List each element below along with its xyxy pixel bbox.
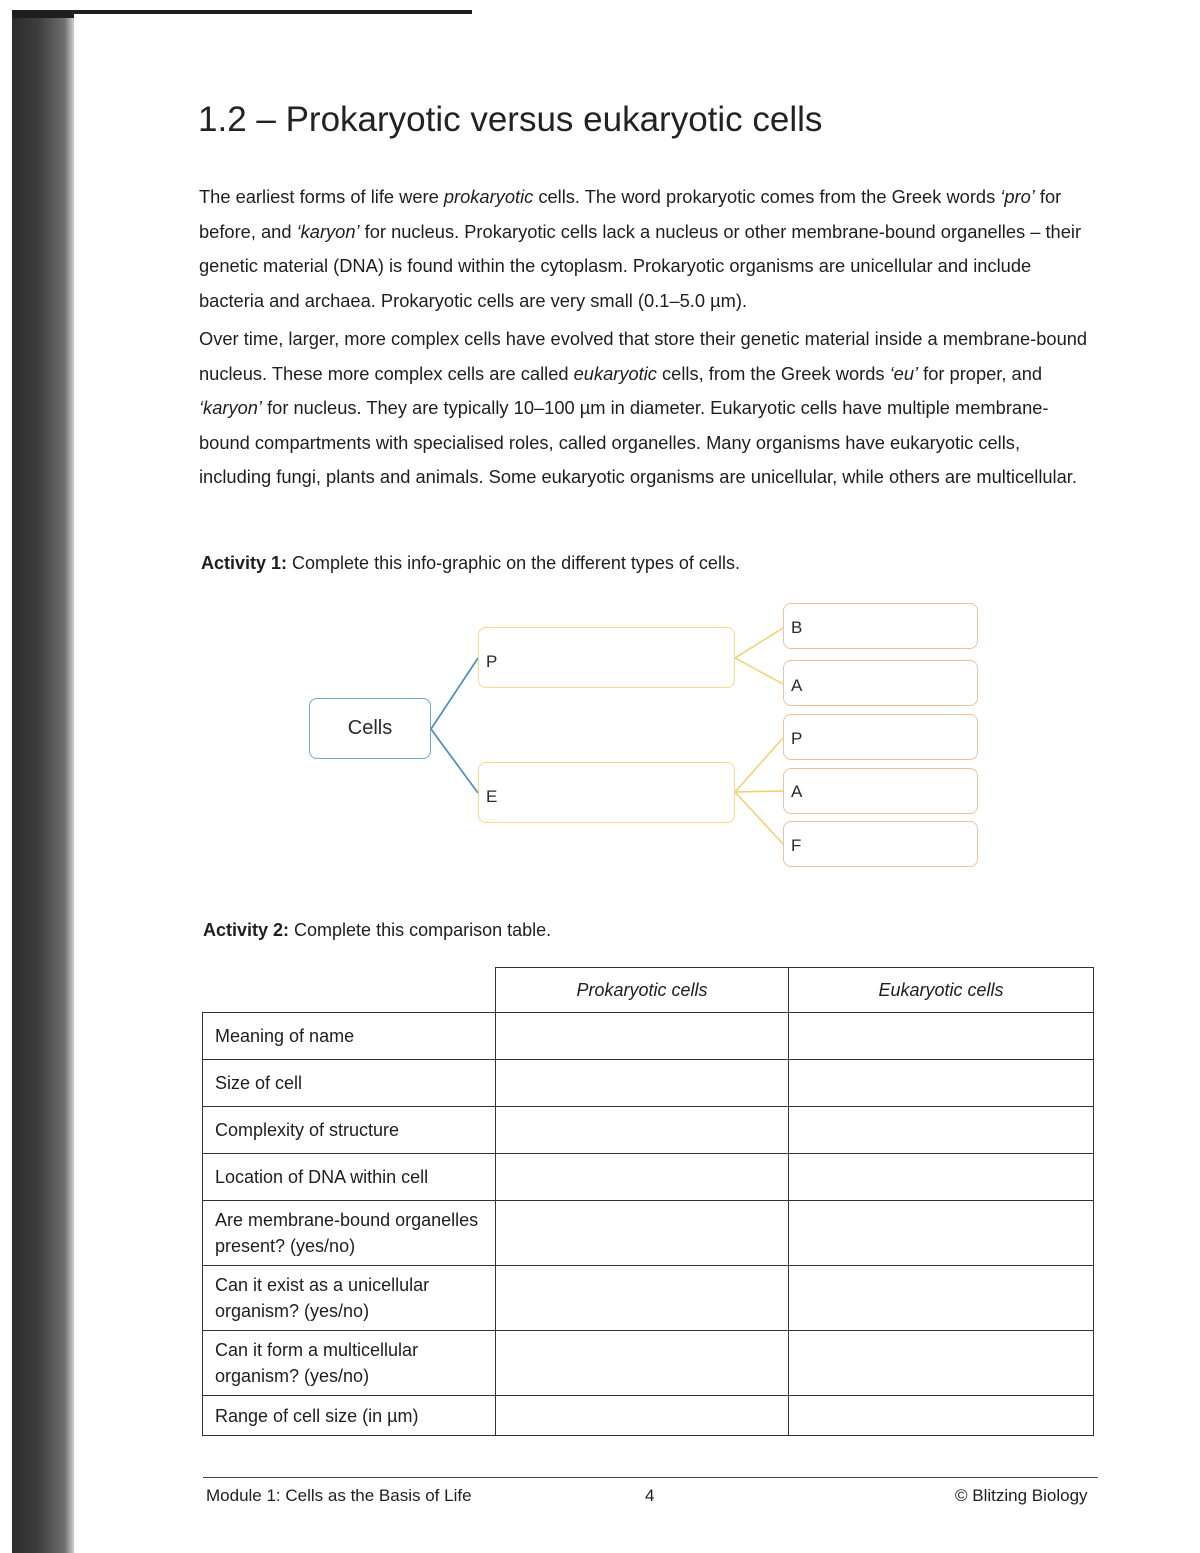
connector-e-f	[735, 792, 783, 844]
emphasis-text: prokaryotic	[443, 186, 534, 207]
connector-cells-e	[431, 729, 478, 793]
footer-module: Module 1: Cells as the Basis of Life	[206, 1486, 472, 1505]
leaf-box-bacteria[interactable]	[783, 603, 978, 649]
leaf-box-fungi[interactable]	[783, 821, 978, 867]
connector-p-a	[735, 658, 783, 684]
text-run: for nucleus. They are typically 10–100 µm in diameter. Eukaryotic cells have multiple membrane-bound compartments with specialised roles, called organelles. Many organisms have eukaryotic cells, including fungi, plants and animals. Some eukaryotic organisms are unicellular, while others are multicellular.	[199, 397, 1077, 487]
text-run: for nucleus. Prokaryotic cells lack a nucleus or other membrane-bound organelles – their genetic material (DNA) is found within the cytoplasm. Prokaryotic organisms are unicellular and include bacteria and archaea. Prokaryotic cells are very small (0.1–5.0 µm).	[199, 220, 1082, 311]
leaf-box-letter: A	[791, 782, 803, 801]
emphasis-text: ‘karyon’	[199, 397, 262, 418]
answer-cell[interactable]	[789, 1396, 1094, 1436]
text-run: for before, and	[199, 186, 1062, 242]
header-prokaryotic: Prokaryotic cells	[496, 968, 789, 1013]
answer-cell[interactable]	[496, 1331, 789, 1396]
answer-cell[interactable]	[789, 1201, 1094, 1266]
page-number: 4	[645, 1486, 655, 1505]
answer-cell[interactable]	[789, 1107, 1094, 1154]
table-row	[203, 1013, 1094, 1060]
row-label: Are membrane-bound organelles present? (yes/no)	[203, 1201, 496, 1266]
connector-e-p	[735, 738, 783, 792]
answer-cell[interactable]	[496, 1013, 789, 1060]
text-run: cells. The word prokaryotic comes from the Greek words	[533, 186, 1001, 207]
connector-e-a	[735, 791, 783, 792]
leaf-box-letter: F	[791, 836, 802, 855]
answer-cell[interactable]	[789, 1060, 1094, 1107]
activity-2-label: Activity 2:	[203, 920, 290, 940]
activity-2-instruction	[203, 920, 551, 941]
leaf-box-letter: B	[791, 618, 803, 637]
answer-cell[interactable]	[496, 1107, 789, 1154]
connector-cells-p	[431, 658, 478, 729]
answer-cell[interactable]	[496, 1154, 789, 1201]
table-row	[203, 1266, 1094, 1331]
activity-2-text: Complete this comparison table.	[289, 920, 552, 940]
cells-root-box: Cells	[309, 698, 431, 759]
leaf-box-letter: A	[791, 676, 803, 695]
leaf-box-animals[interactable]	[783, 768, 978, 814]
answer-cell[interactable]	[789, 1331, 1094, 1396]
activity-1-label: Activity 1:	[201, 553, 288, 573]
emphasis-text: eukaryotic	[573, 362, 657, 384]
comparison-table	[202, 967, 1094, 1436]
header-eukaryotic: Eukaryotic cells	[789, 968, 1094, 1013]
text-run: The earliest forms of life were	[199, 186, 444, 207]
page-title: 1.2 – Prokaryotic versus eukaryotic cells	[198, 100, 823, 139]
answer-cell[interactable]	[496, 1396, 789, 1436]
table-corner	[203, 968, 496, 1013]
text-run: Over time, larger, more complex cells have evolved that store their genetic material inside a membrane-bound nucleus. These more complex cells are called	[199, 328, 1088, 384]
eukaryotic-box-letter: E	[486, 787, 498, 806]
leaf-box-letter: P	[791, 729, 803, 748]
row-label: Size of cell	[203, 1060, 496, 1107]
prokaryotic-box[interactable]	[478, 627, 735, 688]
row-label: Meaning of name	[203, 1013, 496, 1060]
answer-cell[interactable]	[789, 1266, 1094, 1331]
row-label: Range of cell size (in µm)	[203, 1396, 496, 1436]
connector-p-b	[735, 628, 783, 658]
text-run: cells, from the Greek words	[656, 362, 890, 384]
row-label: Can it exist as a unicellular organism? (yes/no)	[203, 1266, 496, 1331]
prokaryotic-box-letter: P	[486, 652, 498, 671]
answer-cell[interactable]	[789, 1013, 1094, 1060]
emphasis-text: ‘pro’	[1000, 186, 1035, 207]
row-label: Complexity of structure	[203, 1107, 496, 1154]
leaf-box-archaea[interactable]	[783, 660, 978, 706]
activity-1-text: Complete this info-graphic on the different types of cells.	[287, 553, 740, 573]
table-header-row	[203, 968, 1094, 1013]
table-row	[203, 1396, 1094, 1436]
emphasis-text: ‘eu’	[889, 362, 919, 384]
table-row	[203, 1201, 1094, 1266]
table-row	[203, 1331, 1094, 1396]
answer-cell[interactable]	[789, 1154, 1094, 1201]
answer-cell[interactable]	[496, 1060, 789, 1107]
table-row	[203, 1107, 1094, 1154]
footer-rule	[203, 1477, 1098, 1478]
footer-copyright: © Blitzing Biology	[955, 1486, 1088, 1505]
eukaryotic-box[interactable]	[478, 762, 735, 823]
table-row	[203, 1154, 1094, 1201]
table-row	[203, 1060, 1094, 1107]
emphasis-text: ‘karyon’	[296, 220, 360, 242]
row-label: Location of DNA within cell	[203, 1154, 496, 1201]
answer-cell[interactable]	[496, 1266, 789, 1331]
row-label: Can it form a multicellular organism? (yes/no)	[203, 1331, 496, 1396]
answer-cell[interactable]	[496, 1201, 789, 1266]
text-run: for proper, and	[918, 362, 1043, 384]
leaf-box-plants[interactable]	[783, 714, 978, 760]
